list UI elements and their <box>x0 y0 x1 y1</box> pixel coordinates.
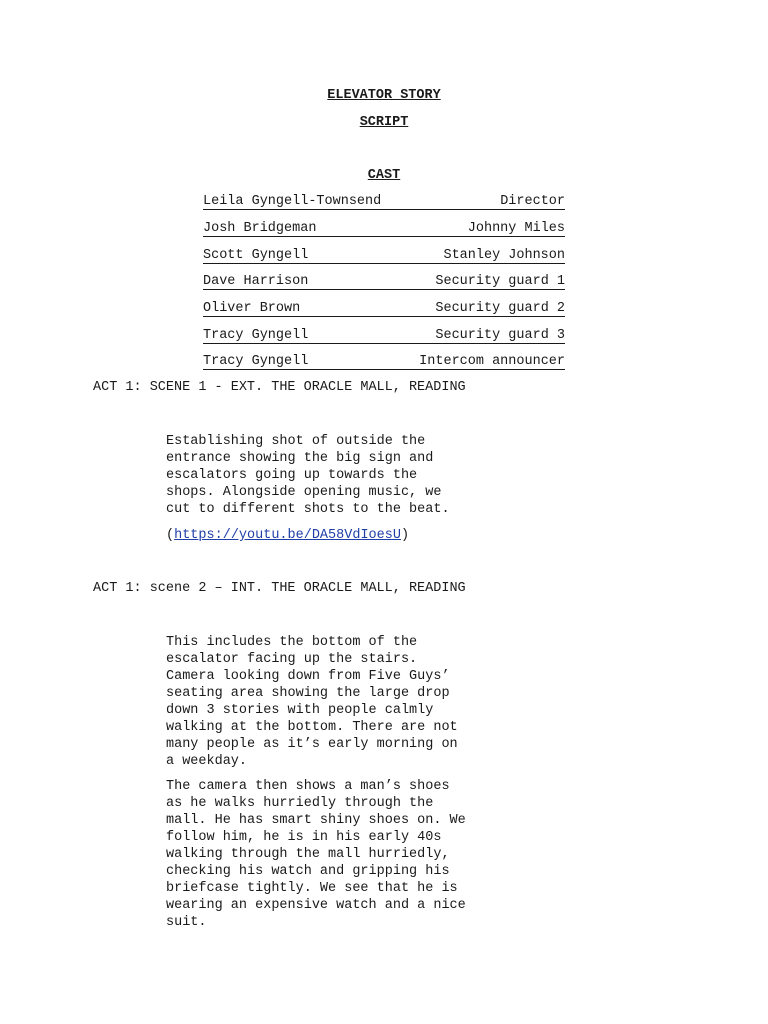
cast-row <box>203 354 565 370</box>
scene-2-paragraph-2: The camera then shows a man’s shoes as he walks hurriedly through the mall. He has smart shiny shoes on. We follow him, he is in his early 40s walking through the mall hurriedly, checking his watch and gripping his briefcase tightly. We see that he is wearing an expensive watch and a nice suit. <box>166 779 466 930</box>
scene-2-paragraph-1: This includes the bottom of the escalator facing up the stairs. Camera looking down from Five Guys’ seating area showing the large drop down 3 stories with people calmly walking at the bottom. There are not many people as it’s early morning on a weekday. <box>166 635 458 769</box>
cast-row <box>203 248 565 264</box>
link-close-paren: ) <box>400 528 410 543</box>
cast-role: Security guard 3 <box>435 328 565 343</box>
cast-actor: Scott Gyngell <box>203 248 309 263</box>
script-subtitle: SCRIPT <box>359 115 409 130</box>
scene-1-heading: ACT 1: SCENE 1 - EXT. THE ORACLE MALL, READING <box>93 380 466 395</box>
cast-row <box>203 328 565 344</box>
cast-heading: CAST <box>367 168 401 183</box>
cast-role: Stanley Johnson <box>443 248 565 263</box>
cast-row <box>203 274 565 290</box>
cast-row <box>203 194 565 210</box>
cast-role: Director <box>500 194 565 209</box>
cast-role: Security guard 1 <box>435 274 565 289</box>
scene-2-heading: ACT 1: scene 2 – INT. THE ORACLE MALL, READING <box>93 581 466 596</box>
cast-actor: Tracy Gyngell <box>203 328 309 343</box>
cast-row <box>203 301 565 317</box>
script-title: ELEVATOR STORY <box>327 88 441 103</box>
cast-row <box>203 221 565 237</box>
scene-1-description: Establishing shot of outside the entrance showing the big sign and escalators going up towards the shops. Alongside opening music, we cut to different shots to the beat. <box>166 434 450 517</box>
cast-actor: Oliver Brown <box>203 301 301 316</box>
scene-1-reference <box>166 528 409 543</box>
cast-actor: Tracy Gyngell <box>203 354 309 369</box>
cast-actor: Leila Gyngell-Townsend <box>203 194 382 209</box>
cast-role: Security guard 2 <box>435 301 565 316</box>
youtube-link[interactable]: https://youtu.be/DA58VdIoesU <box>174 528 401 543</box>
cast-role: Johnny Miles <box>467 221 565 236</box>
link-open-paren: ( <box>166 528 175 543</box>
cast-role: Intercom announcer <box>419 354 565 369</box>
cast-actor: Dave Harrison <box>203 274 309 289</box>
cast-actor: Josh Bridgeman <box>203 221 317 236</box>
